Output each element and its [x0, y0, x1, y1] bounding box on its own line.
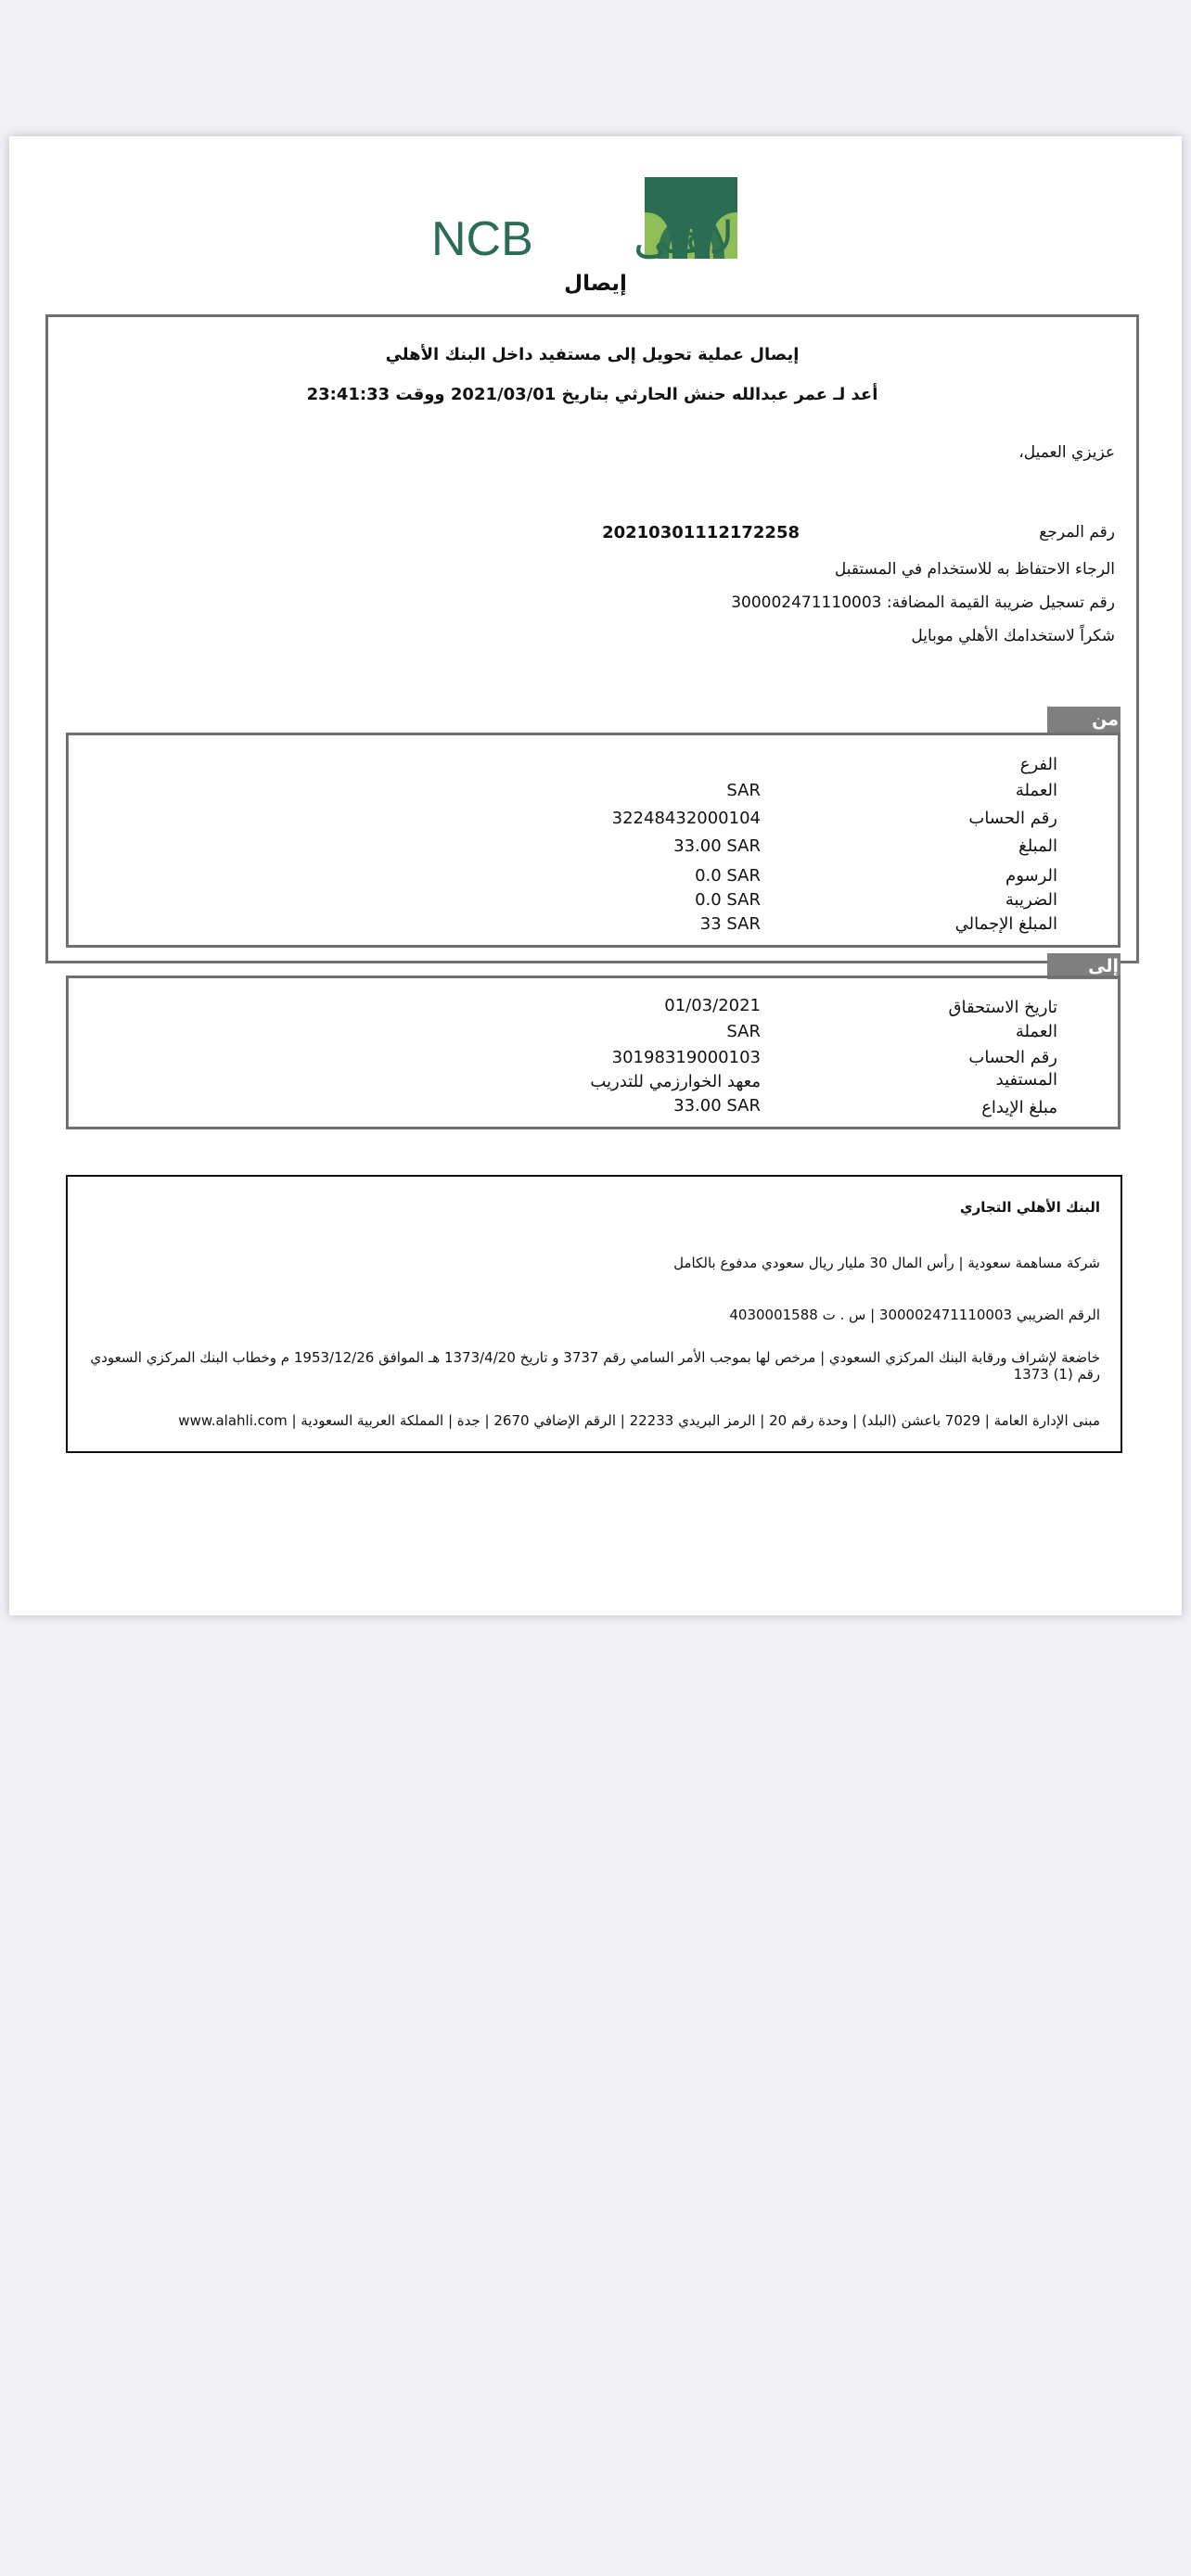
logo-ar-text: الأهلي — [634, 212, 737, 261]
to-deposit-amount-label: مبلغ الإيداع — [981, 1098, 1057, 1117]
from-amount-label: المبلغ — [1018, 836, 1057, 856]
bank-footer-box — [66, 1175, 1122, 1453]
prepared-for-line: أعد لـ عمر عبدالله حنش الحارثي بتاريخ 2021/03/01 ووقت 23:41:33 — [306, 385, 878, 404]
to-account-label: رقم الحساب — [968, 1048, 1057, 1067]
logo-en-text: NCB — [431, 212, 533, 261]
ncb-logo-graphic — [431, 175, 737, 261]
from-account-value: 32248432000104 — [611, 809, 761, 828]
to-currency-value: SAR — [726, 1022, 761, 1041]
vat-registration-line: رقم تسجيل ضريبة القيمة المضافة: 300002471110003 — [731, 593, 1115, 612]
to-currency-label: العملة — [1015, 1022, 1057, 1041]
to-beneficiary-label: المستفيد — [995, 1070, 1057, 1090]
footer-tax-line: الرقم الضريبي 300002471110003 | س . ت 4030001588 — [729, 1307, 1100, 1323]
to-due-date-label: تاريخ الاستحقاق — [948, 998, 1057, 1017]
receipt-page — [9, 136, 1182, 1615]
from-total-label: المبلغ الإجمالي — [954, 914, 1057, 934]
receipt-title: إيصال — [564, 272, 627, 296]
to-account-value: 30198319000103 — [611, 1048, 761, 1067]
reference-value: 20210301112172258 — [602, 523, 800, 542]
footer-address-line: مبنى الإدارة العامة | 7029 باعشن (البلد) | وحدة رقم 20 | الرمز البريدي 22233 | الرقم الإضافي 2670 | جدة | المملكة العربية السعودية | www.alahli.com — [178, 1412, 1100, 1429]
from-total-value: 33 SAR — [699, 914, 761, 934]
from-currency-label: العملة — [1015, 781, 1057, 800]
footer-regulation-line: خاضعة لإشراف ورقابة البنك المركزي السعودي | مرخص لها بموجب الأمر السامي رقم 3737 و تاريخ 1373/4/20 هـ الموافق 1953/12/26 م وخطاب البنك المركزي السعودي رقم (1) 1373 — [90, 1349, 1100, 1383]
from-section-header: من — [1047, 707, 1121, 733]
greeting: عزيزي العميل، — [1018, 443, 1115, 462]
from-tax-value: 0.0 SAR — [695, 890, 761, 910]
to-deposit-amount-value: 33.00 SAR — [673, 1096, 761, 1116]
receipt-main-box — [45, 314, 1139, 1117]
to-section-header: إلى — [1047, 953, 1121, 979]
from-amount-value: 33.00 SAR — [673, 836, 761, 856]
ncb-logo — [431, 175, 737, 261]
reference-label: رقم المرجع — [1039, 523, 1115, 542]
from-tax-label: الضريبة — [1005, 890, 1057, 910]
from-branch-label: الفرع — [1019, 755, 1057, 774]
transfer-heading: إيصال عملية تحويل إلى مستفيد داخل البنك الأهلي — [385, 345, 800, 364]
thanks-line: شكراً لاستخدامك الأهلي موبايل — [911, 627, 1115, 645]
to-due-date-value: 01/03/2021 — [664, 996, 761, 1015]
footer-bank-name: البنك الأهلي التجاري — [959, 1199, 1100, 1216]
footer-company-line: شركة مساهمة سعودية | رأس المال 30 مليار ريال سعودي مدفوع بالكامل — [673, 1255, 1100, 1271]
to-beneficiary-value: معهد الخوارزمي للتدريب — [590, 1072, 761, 1091]
from-fees-label: الرسوم — [1005, 866, 1057, 886]
from-fees-value: 0.0 SAR — [695, 866, 761, 886]
from-account-label: رقم الحساب — [968, 809, 1057, 828]
from-currency-value: SAR — [726, 781, 761, 800]
keep-note: الرجاء الاحتفاظ به للاستخدام في المستقبل — [834, 560, 1115, 579]
